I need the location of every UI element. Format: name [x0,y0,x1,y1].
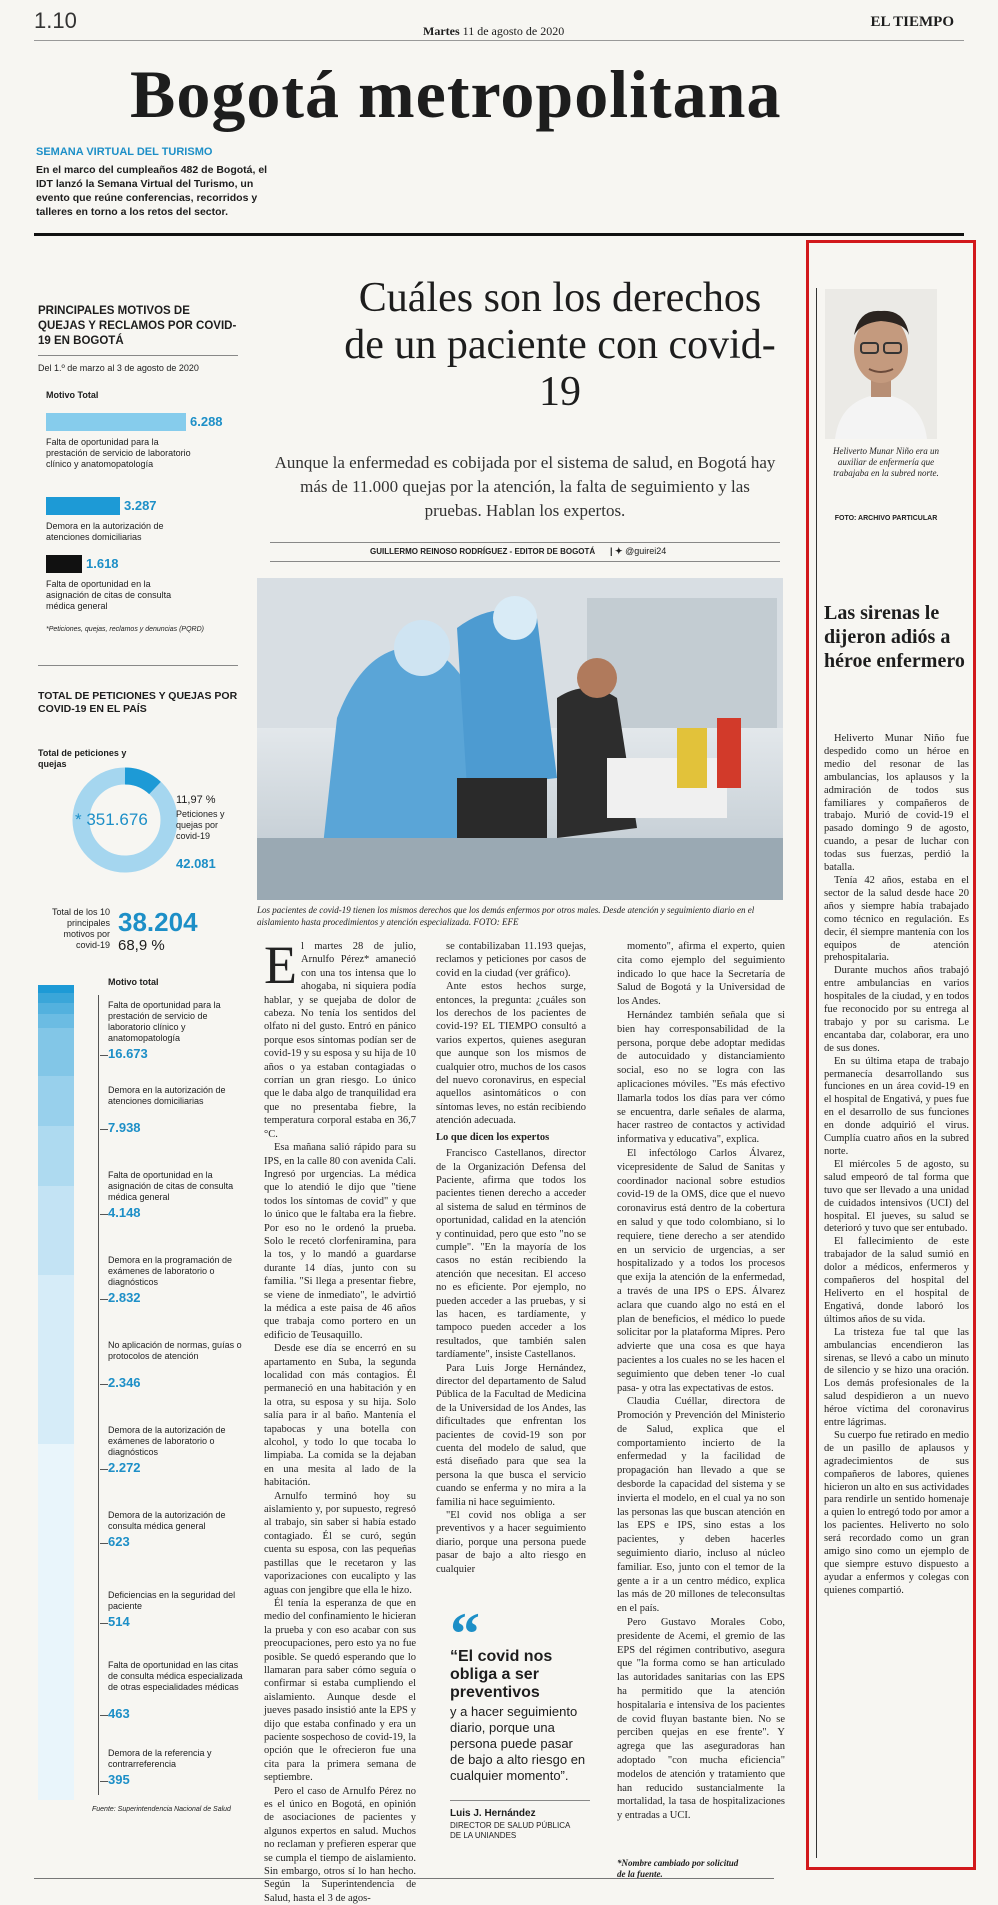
sidebar-paragraph: Su cuerpo fue retirado en medio de un pasillo de aplausos y agradecimientos de sus compañeros de labores, quienes hicieron un alto en sus actividades para rendirle un sentido homenaje a quien lo entregó todo por amor a los pacientes. Heliverto no solo será recordado como un gran amigo sino como un ejemplo de que siempre estuvo dispuesto a ayudar a enfermos y colegas con quienes compartió. [824,1429,969,1596]
sidebar-paragraph: Durante muchos años trabajó entre ambulancias en varios hospitales de la ciudad, y en todos fue reconocido por su entrega al trabajo y por su carisma. Le encantaba dar, colaborar, era uno de sus dones. [824,965,969,1054]
bar-1-value: 6.288 [190,414,223,429]
infographic-rule [38,355,238,356]
stacked-bar-segment [38,1444,74,1800]
sidebar-title: Las sirenas le dijeron adiós a héroe enfermero [824,602,965,672]
motive-value: 4.148 [108,1205,141,1220]
motive-label: Falta de oportunidad para la prestación de servicio de laboratorio clínico y anatomopatología [108,1000,221,1043]
article-deck: Aunque la enfermedad es cobijada por el sistema de salud, en Bogotá hay más de 11.000 quejas por la atención, la falta de seguimiento y las pruebas. Hablan los expertos. [274,453,776,520]
bar-3-label: Falta de oportunidad en la asignación de citas de consulta médica general [46,579,172,611]
page-number: 1.10 [34,8,77,33]
article-title: Cuáles son los derechos de un paciente con covid-19 [344,275,776,415]
stacked-bar-segment [38,985,74,993]
date-day: Martes [423,24,460,38]
covid-total: 42.081 [176,856,216,871]
kicker-text: En el marco del cumpleaños 482 de Bogotá, el IDT lanzó la Semana Virtual del Turismo, un evento que reúne conferencias, recorridos y talleres en torno a los retos del sector. [36,164,268,218]
pull-quote-strong: “El covid nos obliga a ser preventivos [450,1648,553,1701]
kicker-title: SEMANA VIRTUAL DEL TURISMO [36,146,213,158]
infographic-divider [38,665,238,666]
motive-label: No aplicación de normas, guías o protocolos de atención [108,1340,242,1361]
motive-value: 16.673 [108,1046,148,1061]
stacked-bar-segment [38,1186,74,1274]
quote-role: DIRECTOR DE SALUD PÚBLICA DE LA UNIANDES [450,1821,570,1840]
sidebar-paragraphs [824,733,969,1598]
article-paragraph: Francisco Castellanos, director de la Organización Defensa del Paciente, afirma que todos los pacientes tienen derecho a acceder al sistema de salud en términos de oportunidad, calidad en la atención y continuidad, pero que esto "no se cumple". "En la mayoría de los casos no están recibiendo la atención que necesitan. El acceso no es eficiente. Por ejemplo, no pueden acceder a las pruebas, y si las hacen, es tardíamente, y tampoco pueden acceder a los resultados, que también salen tardíamente", insiste Castellanos. [436,1148,586,1361]
article-paragraph: Pero Gustavo Morales Cobo, presidente de Acemi, el gremio de las EPS del régimen contributivo, asegura que "la forma como se han articulado las autoridades sanitarias con las EPS ha permitido que la atención hospitalaria e intensiva de los pacientes de covid fluyan bastante bien. No se perciben quejas en ese frente". Y agrega que las aseguradoras han adoptado "con mucha eficiencia" modelos de atención y tratamiento que han reducido sustancialmente la mortalidad, la tasa de hospitalizaciones y entradas a UCI. [617,1617,785,1822]
article-paragraph: Esa mañana salió rápido para su IPS, en la calle 80 con avenida Cali. Ingresó por urgencias. La médica que lo atendió le dijo que "tiene todos los síntomas de covid" y que lo único que le faltaba era la fiebre. Por eso no le ordenó la prueba. Solo le recetó clorfeniramina, para la tos, y lo mandó a guardarse durante 14 días, junto con su familia. "Si llega a presentar fiebre, se viene de inmediato", le advirtió la médica a este paisa de 46 años que trabaja como portero en un edificio de Teusaquillo. [264,1142,416,1341]
motive-value: 514 [108,1614,130,1629]
twitter-handle[interactable] [610,546,666,557]
sidebar-paragraph: En su última etapa de trabajo permanecía desarrollando sus funciones en un área covid-19 en el hospital de Engativá, y pues fue en el desarrollo de sus funciones en donde adquirió el virus. Cumplía cuatro años en la subred norte. [824,1055,969,1157]
motive-value: 7.938 [108,1120,141,1135]
infographic-title: PRINCIPALES MOTIVOS DE QUEJAS Y RECLAMOS POR COVID-19 EN BOGOTÁ [38,305,237,347]
motive-connector [100,1299,108,1300]
bar-2 [46,497,120,515]
motive-label: Demora de la autorización de consulta médica general [108,1510,226,1531]
bar-2-label: Demora en la autorización de atenciones domiciliarias [46,521,164,542]
column-1-body [264,935,416,1905]
motive-label: Demora en la programación de exámenes de laboratorio o diagnósticos [108,1255,233,1287]
motive-connector [100,1469,108,1470]
article-paragraph: "El covid nos obliga a ser preventivos y a hacer seguimiento diario, porque una persona puede pasar de bajo a alto riesgo en cualquier [436,1510,586,1575]
sidebar-paragraph: Tenía 42 años, estaba en el sector de la salud desde hace 20 años y siempre había trabajado como técnico en regulación. Es decir, él siempre mantenía con los equipos de atención prehospitalaria. [824,874,969,964]
twitter-icon: | ✦ [610,546,626,556]
article-paragraph: Claudia Cuéllar, directora de Promoción y Prevención del Ministerio de Salud, explica que el comportamiento incierto de la enfermedad y la facilidad de propagación han llevado a que se desborde la capacidad del sistema y se invierta el modelo, en el cual ya no son las personas las que buscan atención en las EPS e IPS, sino estas a los pacientes, y deben hacerles seguimiento diario, incluso al núcleo familiar. Eso, junto con el temor de la gente a ir a un centro médico, explica las más de 20 millones de teleconsultas en el país. [617,1396,785,1615]
sidebar-paragraph: El miércoles 5 de agosto, su salud empeoró de tal forma que tuvo que ser llevado a una unidad de cuidados intensivos (UCI) del hospital. El jueves, su salud se deterioró y tuvo que ser entubado. [824,1158,969,1235]
bar-3-value: 1.618 [86,556,119,571]
article-paragraph: Ante estos hechos surge, entonces, la pregunta: ¿cuáles son los derechos de los pacientes de covid-19? EL TIEMPO consultó a varios expertos, quienes aseguran que aunque son los mismos de cualquier otro, muchos de los casos del nuevo coronavirus, en especial aquellos asintomáticos o con síntomas leves, no están recibiendo atención adecuada. [436,981,586,1127]
infographic-period: Del 1.º de marzo al 3 de agosto de 2020 [38,363,199,373]
header-divider [34,40,964,41]
bar-2-value: 3.287 [124,498,157,513]
donut-slice-covid [125,776,155,788]
infographic-note: *Peticiones, quejas, reclamos y denuncias (PQRD) [46,626,204,633]
byline: GUILLERMO REINOSO RODRÍGUEZ - EDITOR DE BOGOTÁ [370,547,596,556]
article-paragraph: Arnulfo terminó hoy su aislamiento y, por supuesto, regresó al trabajo, sin saber si había estado contagiado. Él se curó, según cuenta su esposa, con las pequeñas pastillas que le recetaron y las vaporizaciones con eucalipto y las aguas con jengibre que ella le hizo. [264,1490,416,1596]
stacked-bar-segment [38,1076,74,1126]
article-paragraph: Para Luis Jorge Hernández, director del departamento de Salud Pública de la Facultad de Medicina de la Universidad de los Andes, las dificultades que enfrentan los pacientes de covid-19 son por cuenta del modelo de salud, que está diseñado para que sea la persona la que busca el servicio cuando se enferma y no mira a la familia ni hace seguimiento. [436,1362,586,1508]
motive-label: Demora en la autorización de atenciones domiciliarias [108,1085,226,1106]
infographic-col-header: Motivo Total [46,390,99,400]
sidebar-paragraph: La tristeza fue tal que las ambulancias encendieron las sirenas, se llevó a cabo un minuto de silencio y se hizo una oración. Los demás profesionales de la salud despidieron a un nuevo héroe víctima del coronavirus entre lágrimas. [824,1326,969,1429]
stacked-bar-segment [38,1014,74,1027]
quote-rule [450,1800,590,1801]
motive-connector [100,1543,108,1544]
sidebar-paragraph: Heliverto Munar Niño fue despedido como un héroe en medio del resonar de las ambulancias, los aplausos y la admiración de todos sus familiares y compañeros de trabajo. Murió de covid-19 el pasado domingo 9 de agosto, cuando, a pesar de luchar con todas sus fuerzas, perdió la batalla. [824,733,969,874]
motive-value: 2.346 [108,1375,141,1390]
article-column-1 [264,935,416,1905]
motive-connector [100,1623,108,1624]
portrait-illustration [825,289,937,439]
dropcap: E [264,935,297,995]
motive-label: Falta de oportunidad en las citas de consulta médica especializada de otras especialidades médicas [108,1660,243,1692]
newspaper-name: EL TIEMPO [870,14,954,30]
column-2-body [436,940,586,1128]
stacked-bar-segment [38,1126,74,1186]
motives-header: Motivo total [108,977,159,987]
motive-connector [100,1214,108,1215]
article-column-3 [617,940,785,1823]
article-paragraph: se contabilizaban 11.193 quejas, reclamos y peticiones por casos de covid en la ciudad (ver gráfico). [436,941,586,979]
top10-label: Total de los 10 principales motivos por covid-19 [51,907,110,950]
subhead-experts: Lo que dicen los expertos [436,1131,550,1143]
article-photo [257,578,783,900]
article-paragraph: Hernández también señala que si bien hay corresponsabilidad de la persona, porque debe adoptar medidas de autocuidado y distanciamiento social, eso no se logra con las aplicaciones móviles. "Es más efectivo llamarla todos los días para ver cómo se encuentra, darle señales de alarma, hacer rastreo de contactos y actividad informativa y educativa", explica. [617,1009,785,1146]
national-title: TOTAL DE PETICIONES Y QUEJAS POR COVID-19 EN EL PAÍS [38,690,238,715]
donut-total: * 351.676 [75,810,148,829]
portrait-credit: FOTO: ARCHIVO PARTICULAR [834,515,938,522]
stacked-bar-segment [38,1275,74,1444]
photo-illustration [257,578,783,900]
quote-author: Luis J. Hernández [450,1808,536,1819]
motive-value: 2.832 [108,1290,141,1305]
photo-caption: Los pacientes de covid-19 tienen los mismos derechos que los demás enfermos por otros males. Desde atención y seguimiento diario en el aislamiento hasta procedimientos y atención especializada. FOTO: EFE [257,905,755,927]
stacked-bar-segment [38,993,74,1003]
pct-label: Peticiones y quejas por covid-19 [176,809,225,841]
sidebar-body [824,733,969,1598]
stacked-bar-segment [38,1028,74,1076]
pull-quote-rest: y a hacer seguimiento diario, porque una persona puede pasar de bajo a alto riesgo en cualquier momento”. [450,1704,586,1783]
issue-date [423,24,564,39]
motive-label: Demora de la referencia y contrarreferencia [108,1748,212,1769]
sidebar-paragraph: El fallecimiento de este trabajador de la salud sumió en dolor a médicos, enfermeros y compañeros del hospital del Heliverto en el hospital de Engativá, donde laboró los últimos años de su vida. [824,1236,969,1325]
byline-rule-bottom [270,561,780,562]
motive-connector [100,1715,108,1716]
twitter-text: @guirei24 [625,546,667,556]
bar-3 [46,555,82,573]
top10-pct: 68,9 % [118,937,165,954]
article-paragraph: momento", afirma el experto, quien cita como ejemplo del seguimiento indicado lo que hace la Secretaría de Salud de Bogotá y la Universidad de los Andes. [617,941,785,1008]
column-2b-body [436,1147,586,1576]
motive-connector [100,1129,108,1130]
date-rest: 11 de agosto de 2020 [462,24,565,38]
article-paragraph: Desde ese día se encerró en su apartamento en Suba, la segunda localidad con más contagios. Él permaneció en una habitación y en la otra, su esposa y su hija. Solo salía para ir al baño. Mantenía el tapabocas y una botella con alcohol, y todo lo que tocaba lo limpiaba. La comida se la dejaban en una mesita al lado de la habitación. [264,1343,416,1489]
donut-label: Total de peticiones y quejas [38,748,127,769]
motive-value: 2.272 [108,1460,141,1475]
quote-icon: “ [450,1601,480,1667]
article-paragraph: Él tenía la esperanza de que en medio del confinamiento le hicieran la prueba y con eso acabar con sus preocupaciones, pero esto ya no fue posible. Se quedó esperando que lo llamaran para saber cómo seguía o confirmar si estaba cumpliendo el aislamiento. Aunque desde el jueves pasado insistió ante la EPS y dijo que estaba confinado y era un paciente sospechoso de covid-19, la opción que le ofrecieron fue una cita para la primera semana de septiembre. [264,1597,416,1784]
article-paragraph: Pero el caso de Arnulfo Pérez no es el único en Bogotá, en opinión de asociaciones de pacientes y algunos expertos en salud. Muchos no reclaman y prefieren esperar que se cumpla el tiempo de aislamiento. Sin embargo, otros sí lo han hecho. Según la Superintendencia de Salud, hasta el 3 de agos- [264,1785,416,1904]
stacked-bar [38,985,74,1800]
column-3-body [617,940,785,1823]
byline-rule-top [270,542,780,543]
motive-connector [100,1384,108,1385]
motives-bracket [98,995,99,1795]
section-title: Bogotá metropolitana [130,56,782,132]
article-paragraph: El infectólogo Carlos Álvarez, vicepresidente de Salud de Sanitas y coordinador nacional sobre estudios covid-19 de la OMS, dice que el nuevo coronavirus está dentro de la cobertura en salud y que todo colombiano, si lo requiere, tiene derecho a ser atendido en un servicio de urgencias, a ser hospitalizado y a todos los procesos que exija la atención de la enfermedad, a través de una IPS o EPS. Álvarez aclara que cuando algo no está en el plan de beneficios, el médico lo puede solicitar por la plataforma Mipres. Pero advierte que una cosa es que haya pacientes a los cuales no se les hacen el seguimiento que deben tener -lo cual pasa- y otra las expectativas de estos. [617,1147,785,1394]
article-paragraph: l martes 28 de julio, Arnulfo Pérez* amaneció con una tos intensa que lo ahogaba, ni siquiera podía hablar, y se quejaba de dolor de cabeza. No tenía los sentidos del olfato ni del gusto. Entró en pánico porque esos síntomas podían ser de covid-19 y su esposa y su hija de 10 años o ya estaban contagiadas o corrían un gran riesgo. Lo único que le daba algo de tranquilidad era que no presentaba fiebre, la temperatura corporal estaba en 36,7 °C. [264,941,416,1140]
sidebar-rule [816,288,817,1858]
motive-value: 463 [108,1706,130,1721]
motive-value: 623 [108,1534,130,1549]
bar-1 [46,413,186,431]
footnote: *Nombre cambiado por solicitud de la fuente. [617,1858,739,1879]
motive-connector [100,1055,108,1056]
article-column-2 [436,940,586,1576]
motive-value: 395 [108,1772,130,1787]
motive-label: Deficiencias en la seguridad del paciente [108,1590,236,1611]
portrait-caption: Heliverto Munar Niño era un auxiliar de enfermería que trabajaba en la subred norte. [833,446,939,478]
motive-label: Demora de la autorización de exámenes de laboratorio o diagnósticos [108,1425,226,1457]
stacked-bar-segment [38,1003,74,1014]
pct-value: 11,97 % [176,794,216,806]
portrait-photo [825,289,937,439]
motive-connector [100,1781,108,1782]
bottom-rule [34,1878,774,1879]
section-divider [34,233,964,236]
infographic-source: Fuente: Superintendencia Nacional de Salud [92,1806,231,1813]
motive-label: Falta de oportunidad en la asignación de citas de consulta médica general [108,1170,234,1202]
bar-1-label: Falta de oportunidad para la prestación de servicio de laboratorio clínico y anatomopatología [46,437,191,469]
top10-value: 38.204 [118,907,198,937]
